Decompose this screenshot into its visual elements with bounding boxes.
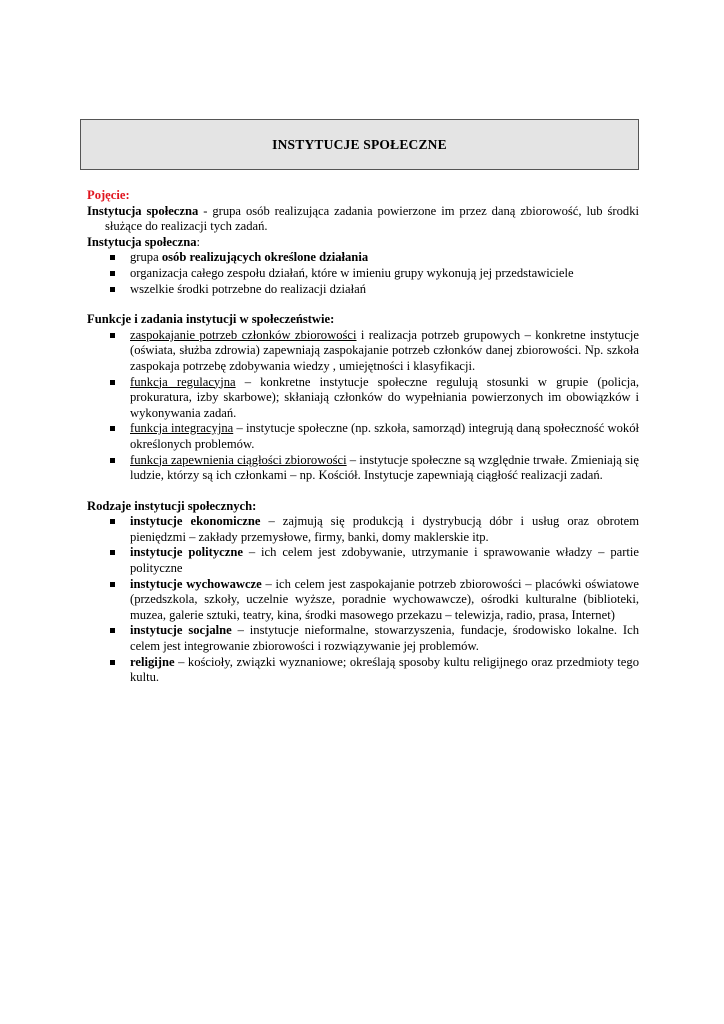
list-item [87, 282, 639, 298]
list-item [87, 545, 639, 576]
list-item [87, 328, 639, 375]
bullet-icon [110, 426, 115, 431]
bullet-icon [110, 519, 115, 524]
list-item-underlined: funkcja integracyjna [130, 421, 234, 436]
list-item-underlined: funkcja zapewnienia ciągłości zbiorowości [130, 452, 347, 467]
list-item-text: – kościoły, związki wyznaniowe; określają sposoby kultu religijnego oraz przedmioty tego kultu. [130, 654, 639, 685]
bullet-icon [110, 333, 115, 338]
list-item-bold: instytucje socjalne [130, 623, 232, 638]
list-item-prefix: organizacja całego zespołu działań, które w imieniu grupy wykonują jej przedstawiciele [130, 265, 574, 280]
bullet-icon [110, 582, 115, 587]
list-item-prefix: wszelkie środki potrzebne do realizacji działań [130, 281, 367, 296]
definition-text: - grupa osób realizująca zadania powierzone im przez daną zbiorowość, lub środki służące do realizacji tych zadań. [105, 203, 639, 234]
bullet-icon [110, 550, 115, 555]
funkcje-list [87, 328, 639, 484]
list-item-bold: instytucje ekonomiczne [130, 514, 261, 529]
list-item-text: – instytucje społeczne (np. szkoła, samorząd) integrują daną społeczność wokół określonych problemów. [130, 421, 639, 451]
definition-term: Instytucja społeczna [87, 203, 199, 218]
bullet-icon [110, 458, 115, 463]
list-item [87, 266, 639, 282]
definition-paragraph [87, 204, 639, 235]
list-item-text: – instytucje nieformalne, stowarzyszenia, fundacje, środowisko lokalne. Ich celem jest integrowanie zbiorowości i rozwiązywanie jej problemów. [130, 623, 639, 654]
term2-suffix: : [196, 234, 200, 249]
bullet-icon [110, 255, 115, 260]
list-item [87, 421, 639, 452]
list-item-bold: instytucje polityczne [130, 545, 243, 560]
list-item-text: – ich celem jest zdobywanie, utrzymanie i sprawowanie władzy – partie polityczne [130, 545, 639, 576]
list-item [87, 514, 639, 545]
bullet-icon [110, 628, 115, 633]
list-item-text: – ich celem jest zaspokajanie potrzeb zbiorowości – placówki oświatowe (przedszkola, szkoły, uczelnie wyższe, poradnie wychowawcze), ośrodki kulturalne (biblioteki, muzea, galerie sztuki, teatry, kina, środki masowego przekazu – telewizja, radio, prasa, Internet) [130, 576, 639, 622]
list-item-text: – konkretne instytucje społeczne regulują stosunki w grupie (policja, prokuratura, izby skarbowe); skłaniają członków do wypełniania powierzonych im obowiązków i wykonywania zadań. [130, 374, 639, 420]
document-body [87, 188, 639, 686]
list-item-underlined: funkcja regulacyjna [130, 374, 236, 389]
list-item [87, 577, 639, 624]
list-item-text: – instytucje społeczne są względnie trwałe. Zmieniają się ludzie, którzy są ich członkami – np. Kościół. Instytucje zapewniają ciągłość realizacji zadań. [130, 452, 639, 483]
bullet-icon [110, 660, 115, 665]
list-item [87, 453, 639, 484]
term2: Instytucja społeczna [87, 234, 197, 249]
title-box [80, 119, 639, 170]
bullet-icon [110, 287, 115, 292]
rodzaje-heading: Rodzaje instytucji społecznych: [87, 498, 257, 513]
list-item [87, 655, 639, 686]
list-item [87, 375, 639, 422]
bullet-icon [110, 271, 115, 276]
funkcje-heading: Funkcje i zadania instytucji w społeczeństwie: [87, 312, 335, 327]
list-item [87, 623, 639, 654]
bullet-icon [110, 380, 115, 385]
list-item-prefix: grupa [130, 250, 162, 265]
list-item-text: – zajmują się produkcją i dystrybucją dóbr i usług oraz obrotem pieniędzmi – zakłady przemysłowe, firmy, banki, domy maklerskie itp. [130, 514, 639, 544]
term2-line [87, 235, 639, 251]
list-item [87, 250, 639, 266]
list-item-bold: osób realizujących określone działania [161, 250, 369, 265]
list-item-bold: religijne [130, 654, 175, 669]
pojecie-heading: Pojęcie: [87, 188, 130, 202]
list-item-bold: instytucje wychowawcze [130, 576, 262, 591]
document-title: INSTYTUCJE SPOŁECZNE [272, 136, 447, 152]
list-item-text: i realizacja potrzeb grupowych – konkretne instytucje (oświata, służba zdrowia) zapewniają zaspokajanie potrzeb członków danej zbiorowości. Np. szkoła zaspokaja potrzebę zdobywania wiedzy , umiejętności i klasyfikacji. [130, 327, 640, 373]
pojecie-list [87, 250, 639, 297]
rodzaje-list [87, 514, 639, 686]
list-item-underlined: zaspokajanie potrzeb członków zbiorowości [130, 327, 357, 342]
